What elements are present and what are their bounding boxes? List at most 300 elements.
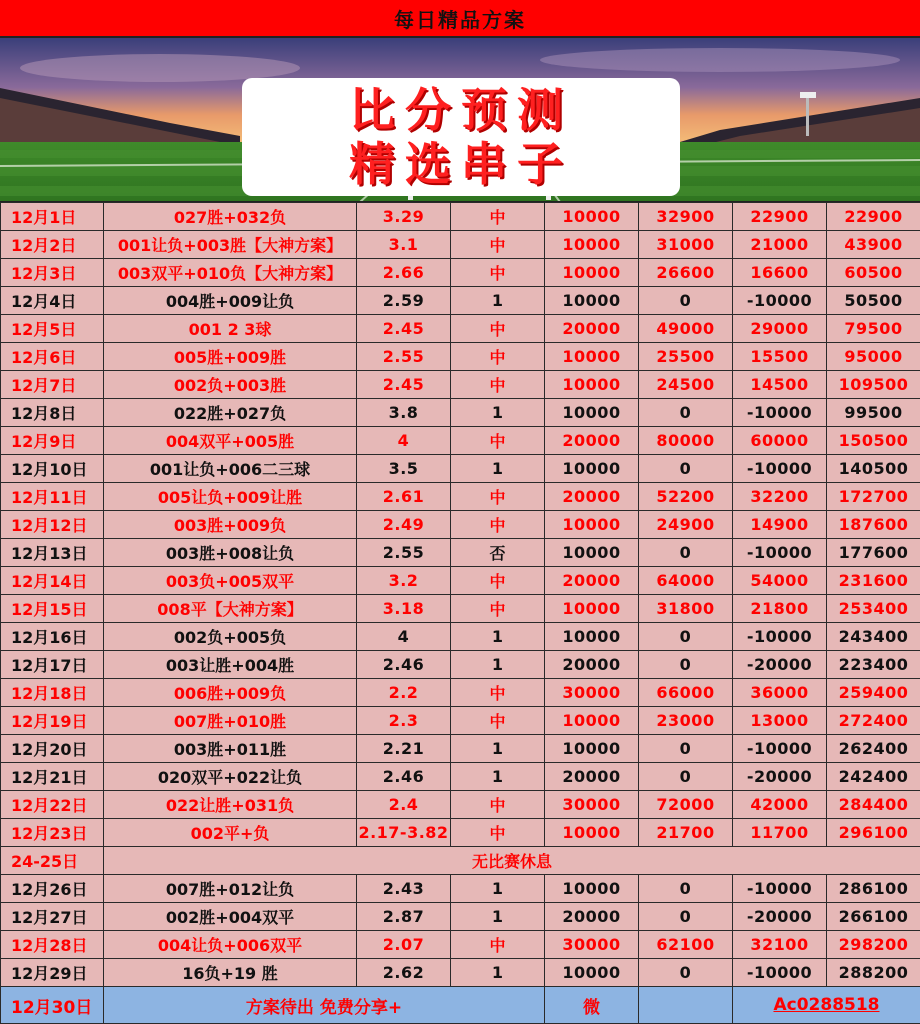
row-plan: [104, 455, 357, 483]
row-result: 1: [451, 763, 545, 791]
row-plan-text: 003胜+011胜: [174, 737, 286, 760]
page-title: 每日精品方案: [0, 0, 920, 38]
row-stake: 10000: [545, 595, 639, 623]
table-row: [1, 371, 920, 399]
row-plan-text: 002负+003胜: [174, 373, 286, 396]
row-date: 12月15日: [1, 595, 104, 623]
row-plan: [104, 287, 357, 315]
row-plan: [104, 735, 357, 763]
row-odds-text: 2.17-3.82: [358, 823, 448, 842]
row-odds-text: 2.61: [383, 487, 424, 506]
row-result: 中: [451, 567, 545, 595]
row-profit: 32100: [733, 931, 827, 959]
row-profit: 22900: [733, 203, 827, 231]
row-odds-text: 2.45: [383, 319, 424, 338]
row-plan-text: 002胜+004双平: [166, 905, 294, 928]
row-profit: 14500: [733, 371, 827, 399]
row-result: 中: [451, 231, 545, 259]
table-row: [1, 231, 920, 259]
row-plan-text: 001让负+003胜【大神方案】: [118, 233, 342, 256]
rest-row: [1, 847, 920, 875]
table-row: [1, 595, 920, 623]
row-profit: 21800: [733, 595, 827, 623]
row-total: 99500: [827, 399, 920, 427]
row-payout: 32900: [639, 203, 733, 231]
row-payout: 0: [639, 959, 733, 987]
row-odds-text: 3.2: [389, 571, 419, 590]
row-plan: [104, 483, 357, 511]
table-row: [1, 203, 920, 231]
row-stake: 10000: [545, 455, 639, 483]
row-result: 1: [451, 455, 545, 483]
row-stake: 10000: [545, 287, 639, 315]
row-result: 中: [451, 931, 545, 959]
row-payout: 0: [639, 623, 733, 651]
row-date: 12月20日: [1, 735, 104, 763]
footer-date: 12月30日: [1, 987, 104, 1024]
row-plan-text: 005让负+009让胜: [158, 485, 302, 508]
row-plan: [104, 931, 357, 959]
row-plan: [104, 651, 357, 679]
table-row: [1, 679, 920, 707]
row-payout: 0: [639, 903, 733, 931]
row-total: 253400: [827, 595, 920, 623]
row-date: 12月7日: [1, 371, 104, 399]
row-plan-text: 16负+19 胜: [182, 961, 278, 984]
row-payout: 24900: [639, 511, 733, 539]
row-odds: [357, 707, 451, 735]
row-result: 中: [451, 371, 545, 399]
row-payout: 0: [639, 763, 733, 791]
row-result: 1: [451, 735, 545, 763]
row-date: 12月29日: [1, 959, 104, 987]
row-stake: 30000: [545, 791, 639, 819]
row-plan-text: 003胜+008让负: [166, 541, 294, 564]
row-plan-text: 022胜+027负: [174, 401, 286, 424]
row-plan: [104, 511, 357, 539]
row-result: 1: [451, 903, 545, 931]
row-total: 43900: [827, 231, 920, 259]
row-plan-text: 002负+005负: [174, 625, 286, 648]
row-total: 231600: [827, 567, 920, 595]
table-row: [1, 315, 920, 343]
row-stake: 10000: [545, 875, 639, 903]
row-total: 296100: [827, 819, 920, 847]
row-odds: [357, 567, 451, 595]
row-stake: 20000: [545, 651, 639, 679]
footer-spacer: [639, 987, 733, 1024]
row-date: 12月13日: [1, 539, 104, 567]
row-odds-text: 3.8: [389, 403, 419, 422]
row-plan-text: 004双平+005胜: [166, 429, 294, 452]
row-payout: 24500: [639, 371, 733, 399]
row-plan: [104, 763, 357, 791]
table-row: [1, 623, 920, 651]
row-odds-text: 3.29: [383, 207, 424, 226]
row-date: 12月2日: [1, 231, 104, 259]
row-plan: [104, 427, 357, 455]
row-odds-text: 2.59: [383, 291, 424, 310]
row-odds-text: 3.1: [389, 235, 419, 254]
row-plan: [104, 959, 357, 987]
row-odds-text: 3.18: [383, 599, 424, 618]
row-total: 284400: [827, 791, 920, 819]
row-date: 12月1日: [1, 203, 104, 231]
table-row: [1, 539, 920, 567]
row-stake: 20000: [545, 483, 639, 511]
row-stake: 20000: [545, 315, 639, 343]
row-stake: 10000: [545, 203, 639, 231]
row-plan: [104, 903, 357, 931]
row-stake: 10000: [545, 343, 639, 371]
row-profit: 13000: [733, 707, 827, 735]
table-row: [1, 819, 920, 847]
table-row: [1, 903, 920, 931]
row-odds: [357, 735, 451, 763]
row-odds: [357, 959, 451, 987]
row-odds-text: 2.55: [383, 543, 424, 562]
row-stake: 20000: [545, 763, 639, 791]
row-odds: [357, 483, 451, 511]
row-plan-text: 005胜+009胜: [174, 345, 286, 368]
row-odds: [357, 231, 451, 259]
row-profit: 54000: [733, 567, 827, 595]
row-total: 60500: [827, 259, 920, 287]
banner: [0, 38, 920, 202]
row-odds: [357, 931, 451, 959]
row-total: 262400: [827, 735, 920, 763]
table-row: [1, 343, 920, 371]
row-odds-text: 2.43: [383, 879, 424, 898]
row-date: 12月10日: [1, 455, 104, 483]
row-odds-text: 2.49: [383, 515, 424, 534]
table-row: [1, 511, 920, 539]
row-result: 否: [451, 539, 545, 567]
row-date: 12月26日: [1, 875, 104, 903]
row-odds: [357, 819, 451, 847]
row-payout: 64000: [639, 567, 733, 595]
row-payout: 21700: [639, 819, 733, 847]
row-stake: 20000: [545, 427, 639, 455]
row-result: 中: [451, 203, 545, 231]
row-stake: 10000: [545, 707, 639, 735]
row-odds-text: 2.46: [383, 767, 424, 786]
row-profit: -10000: [733, 623, 827, 651]
row-odds: [357, 427, 451, 455]
row-profit: -10000: [733, 287, 827, 315]
row-total: 177600: [827, 539, 920, 567]
row-profit: 14900: [733, 511, 827, 539]
row-odds: [357, 259, 451, 287]
row-stake: 10000: [545, 959, 639, 987]
row-odds: [357, 511, 451, 539]
row-odds-text: 2.3: [389, 711, 419, 730]
row-date: 12月5日: [1, 315, 104, 343]
row-odds: [357, 595, 451, 623]
results-body: [1, 203, 920, 1024]
row-odds-text: 2.21: [383, 739, 424, 758]
row-result: 中: [451, 511, 545, 539]
row-plan: [104, 343, 357, 371]
row-odds: [357, 651, 451, 679]
footer-row: [1, 987, 920, 1024]
row-plan: [104, 707, 357, 735]
row-odds: [357, 371, 451, 399]
row-odds: [357, 315, 451, 343]
row-payout: 52200: [639, 483, 733, 511]
row-total: 79500: [827, 315, 920, 343]
row-total: 150500: [827, 427, 920, 455]
row-stake: 10000: [545, 819, 639, 847]
table-row: [1, 959, 920, 987]
table-row: [1, 651, 920, 679]
row-plan-text: 006胜+009负: [174, 681, 286, 704]
row-profit: 29000: [733, 315, 827, 343]
row-odds: [357, 875, 451, 903]
row-odds-text: 3.5: [389, 459, 419, 478]
footer-contact-label: 微: [545, 987, 639, 1024]
row-plan: [104, 203, 357, 231]
row-payout: 62100: [639, 931, 733, 959]
row-stake: 10000: [545, 511, 639, 539]
row-profit: 42000: [733, 791, 827, 819]
row-date: 12月4日: [1, 287, 104, 315]
row-result: 中: [451, 483, 545, 511]
row-odds: [357, 539, 451, 567]
footer-message: 方案待出 免费分享+: [104, 987, 545, 1024]
row-plan-text: 022让胜+031负: [166, 793, 294, 816]
table-row: [1, 483, 920, 511]
row-odds-text: 2.62: [383, 963, 424, 982]
row-profit: -10000: [733, 455, 827, 483]
table-row: [1, 567, 920, 595]
row-plan: [104, 679, 357, 707]
row-odds-text: 4: [398, 627, 410, 646]
row-plan: [104, 623, 357, 651]
row-total: 259400: [827, 679, 920, 707]
row-result: 中: [451, 315, 545, 343]
row-payout: 49000: [639, 315, 733, 343]
row-profit: 32200: [733, 483, 827, 511]
row-payout: 0: [639, 455, 733, 483]
row-payout: 31800: [639, 595, 733, 623]
row-stake: 10000: [545, 623, 639, 651]
row-result: 中: [451, 427, 545, 455]
row-total: 272400: [827, 707, 920, 735]
banner-line-1: 比分预测: [349, 83, 573, 137]
row-total: 109500: [827, 371, 920, 399]
row-payout: 0: [639, 875, 733, 903]
row-plan: [104, 595, 357, 623]
row-odds: [357, 623, 451, 651]
row-date: 12月23日: [1, 819, 104, 847]
row-total: 50500: [827, 287, 920, 315]
row-profit: -10000: [733, 735, 827, 763]
table-row: [1, 427, 920, 455]
row-total: 140500: [827, 455, 920, 483]
row-total: 298200: [827, 931, 920, 959]
row-date: 12月16日: [1, 623, 104, 651]
row-profit: -10000: [733, 399, 827, 427]
rest-note: 无比赛休息: [104, 847, 920, 875]
row-date: 12月19日: [1, 707, 104, 735]
row-plan: [104, 567, 357, 595]
row-odds: [357, 679, 451, 707]
table-row: [1, 875, 920, 903]
row-result: 1: [451, 287, 545, 315]
row-result: 1: [451, 959, 545, 987]
row-result: 中: [451, 259, 545, 287]
row-profit: -10000: [733, 875, 827, 903]
row-odds: [357, 791, 451, 819]
row-payout: 0: [639, 735, 733, 763]
row-plan: [104, 539, 357, 567]
banner-headline: [242, 78, 680, 196]
row-date: 12月8日: [1, 399, 104, 427]
row-result: 中: [451, 819, 545, 847]
row-profit: 21000: [733, 231, 827, 259]
row-odds: [357, 399, 451, 427]
row-result: 中: [451, 707, 545, 735]
row-total: 22900: [827, 203, 920, 231]
table-row: [1, 287, 920, 315]
row-stake: 10000: [545, 259, 639, 287]
row-plan: [104, 791, 357, 819]
row-total: 187600: [827, 511, 920, 539]
row-stake: 30000: [545, 679, 639, 707]
row-odds-text: 4: [398, 431, 410, 450]
row-total: 95000: [827, 343, 920, 371]
row-result: 1: [451, 623, 545, 651]
row-result: 中: [451, 791, 545, 819]
row-payout: 72000: [639, 791, 733, 819]
row-total: 266100: [827, 903, 920, 931]
row-date: 12月11日: [1, 483, 104, 511]
row-stake: 10000: [545, 735, 639, 763]
results-table: [0, 202, 920, 1024]
row-date: 12月3日: [1, 259, 104, 287]
row-plan-text: 008平【大神方案】: [157, 597, 302, 620]
footer-contact-id[interactable]: Ac0288518: [733, 987, 920, 1024]
row-payout: 0: [639, 539, 733, 567]
row-date: 12月21日: [1, 763, 104, 791]
row-plan-text: 004胜+009让负: [166, 289, 294, 312]
row-odds: [357, 903, 451, 931]
row-odds-text: 2.46: [383, 655, 424, 674]
row-plan: [104, 875, 357, 903]
row-profit: 11700: [733, 819, 827, 847]
row-odds-text: 2.66: [383, 263, 424, 282]
row-plan-text: 003负+005双平: [166, 569, 294, 592]
row-date: 12月12日: [1, 511, 104, 539]
row-plan-text: 007胜+010胜: [174, 709, 286, 732]
row-date: 12月22日: [1, 791, 104, 819]
row-plan: [104, 231, 357, 259]
row-odds-text: 2.2: [389, 683, 419, 702]
row-profit: 16600: [733, 259, 827, 287]
row-stake: 10000: [545, 399, 639, 427]
row-payout: 0: [639, 399, 733, 427]
row-payout: 31000: [639, 231, 733, 259]
row-plan-text: 001让负+006二三球: [150, 457, 310, 480]
row-plan: [104, 819, 357, 847]
row-profit: -20000: [733, 763, 827, 791]
row-payout: 0: [639, 651, 733, 679]
row-profit: -20000: [733, 651, 827, 679]
row-payout: 66000: [639, 679, 733, 707]
row-result: 中: [451, 343, 545, 371]
row-date: 12月17日: [1, 651, 104, 679]
row-payout: 25500: [639, 343, 733, 371]
row-stake: 20000: [545, 567, 639, 595]
row-date: 12月14日: [1, 567, 104, 595]
row-plan: [104, 371, 357, 399]
row-result: 1: [451, 651, 545, 679]
row-stake: 10000: [545, 231, 639, 259]
table-row: [1, 931, 920, 959]
row-profit: 36000: [733, 679, 827, 707]
row-date: 12月28日: [1, 931, 104, 959]
row-odds-text: 2.07: [383, 935, 424, 954]
row-result: 1: [451, 875, 545, 903]
row-result: 1: [451, 399, 545, 427]
row-odds-text: 2.55: [383, 347, 424, 366]
banner-line-2: 精选串子: [349, 137, 573, 191]
row-odds: [357, 203, 451, 231]
row-profit: -10000: [733, 959, 827, 987]
row-date: 12月27日: [1, 903, 104, 931]
row-odds: [357, 287, 451, 315]
row-result: 中: [451, 595, 545, 623]
row-odds-text: 2.45: [383, 375, 424, 394]
row-stake: 10000: [545, 539, 639, 567]
row-plan-text: 027胜+032负: [174, 205, 286, 228]
row-odds: [357, 343, 451, 371]
row-total: 242400: [827, 763, 920, 791]
table-row: [1, 707, 920, 735]
row-plan-text: 001 2 3球: [189, 317, 272, 340]
row-payout: 80000: [639, 427, 733, 455]
row-profit: -20000: [733, 903, 827, 931]
row-plan-text: 003胜+009负: [174, 513, 286, 536]
row-stake: 20000: [545, 903, 639, 931]
row-total: 172700: [827, 483, 920, 511]
table-row: [1, 259, 920, 287]
row-total: 243400: [827, 623, 920, 651]
row-profit: 15500: [733, 343, 827, 371]
table-row: [1, 399, 920, 427]
row-result: 中: [451, 679, 545, 707]
row-total: 223400: [827, 651, 920, 679]
row-plan-text: 007胜+012让负: [166, 877, 294, 900]
row-profit: 60000: [733, 427, 827, 455]
row-odds: [357, 763, 451, 791]
row-date: 12月18日: [1, 679, 104, 707]
row-stake: 10000: [545, 371, 639, 399]
row-plan: [104, 399, 357, 427]
row-odds: [357, 455, 451, 483]
table-row: [1, 791, 920, 819]
row-odds-text: 2.4: [389, 795, 419, 814]
row-payout: 23000: [639, 707, 733, 735]
table-row: [1, 763, 920, 791]
row-payout: 0: [639, 287, 733, 315]
row-date: 12月6日: [1, 343, 104, 371]
row-plan-text: 002平+负: [191, 821, 270, 844]
row-date: 12月9日: [1, 427, 104, 455]
row-plan: [104, 315, 357, 343]
row-stake: 30000: [545, 931, 639, 959]
